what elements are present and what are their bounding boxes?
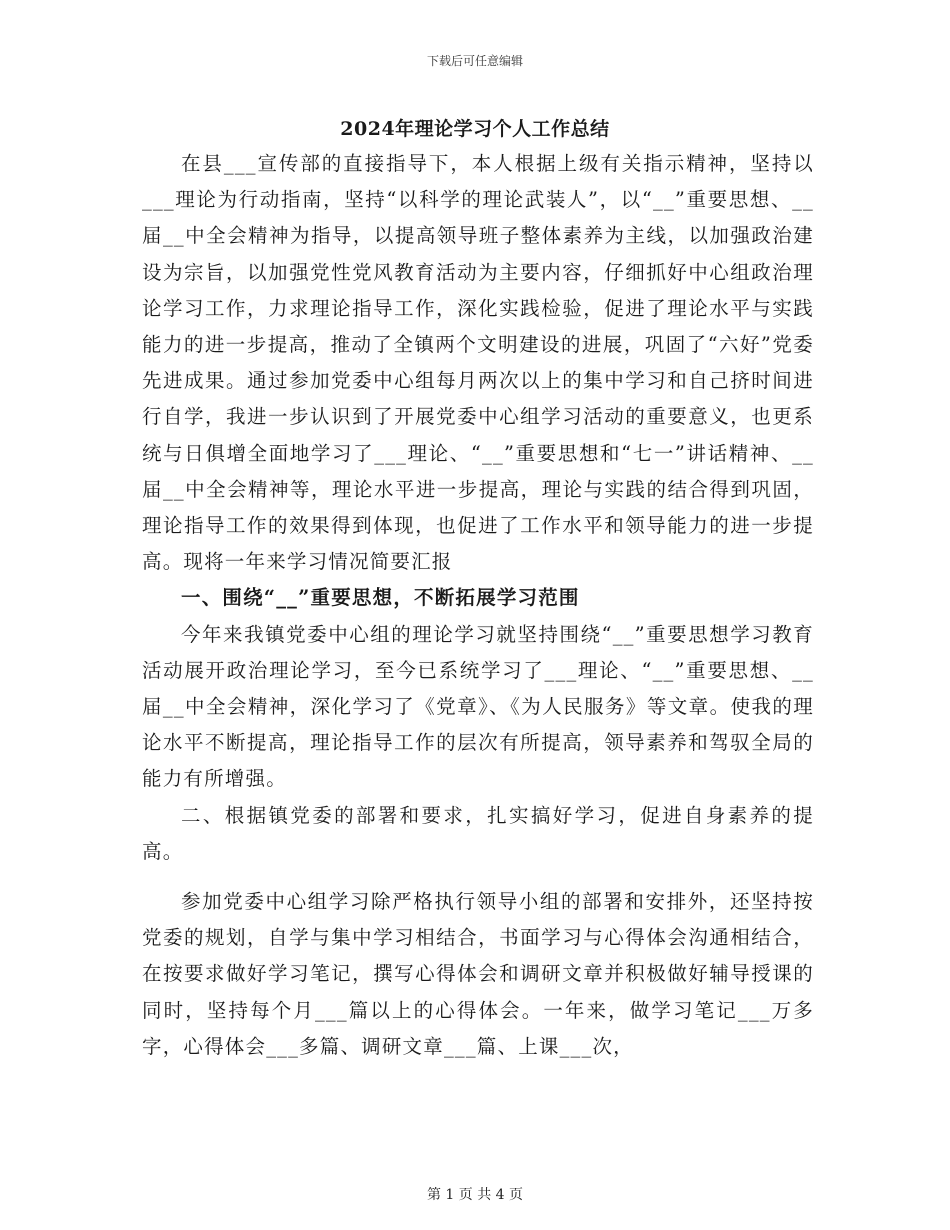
section-2-heading: 二、根据镇党委的部署和要求，扎实搞好学习，促进自身素养的提高。	[142, 803, 814, 863]
paragraph-spacer	[142, 870, 814, 884]
intro-paragraph: 在县___宣传部的直接指导下，本人根据上级有关指示精神，坚持以___理论为行动指南，坚持“以科学的理论武装人”，以“__”重要思想、__届__中全会精神为指导，以提高领导班子整体素养为主线，以加强政治建设为宗旨，以加强党性党风教育活动为主要内容，仔细抓好中心组政治理论学习工作，力求理论指导工作，深化实践检验，促进了理论水平与实践能力的进一步提高，推动了全镇两个文明建设的进展，巩固了“六好”党委先进成果。通过参加党委中心组每月两次以上的集中学习和自己挤时间进行自学，我进一步认识到了开展党委中心组学习活动的重要意义，也更系统与日俱增全面地学习了___理论、“__”重要思想和“七一”讲话精神、__届__中全会精神等，理论水平进一步提高，理论与实践的结合得到巩固，理论指导工作的效果得到体现，也促进了工作水平和领导能力的进一步提高。现将一年来学习情况简要汇报	[142, 152, 814, 574]
document-body	[142, 146, 814, 1065]
header-note: 下载后可任意编辑	[426, 54, 523, 68]
section-1-paragraph: 今年来我镇党委中心组的理论学习就坚持围绕“__”重要思想学习教育活动展开政治理论学习，至今已系统学习了___理论、“__”重要思想、__届__中全会精神，深化学习了《党章》、《为人民服务》等文章。使我的理论水平不断提高，理论指导工作的层次有所提高，领导素养和驾驭全局的能力有所增强。	[142, 622, 814, 791]
document-title: 2024年理论学习个人工作总结	[340, 118, 610, 140]
page-number: 第 1 页 共 4 页	[426, 1187, 524, 1203]
section-1-heading: 一、围绕“__”重要思想，不断拓展学习范围	[181, 586, 580, 610]
section-2-paragraph: 参加党委中心组学习除严格执行领导小组的部署和安排外，还坚持按党委的规划，自学与集中学习相结合，书面学习与心得体会沟通相结合，在按要求做好学习笔记，撰写心得体会和调研文章并积极做好辅导授课的同时，坚持每个月___篇以上的心得体会。一年来，做学习笔记___万多字，心得体会___多篇、调研文章___篇、上课___次，	[142, 890, 814, 1058]
